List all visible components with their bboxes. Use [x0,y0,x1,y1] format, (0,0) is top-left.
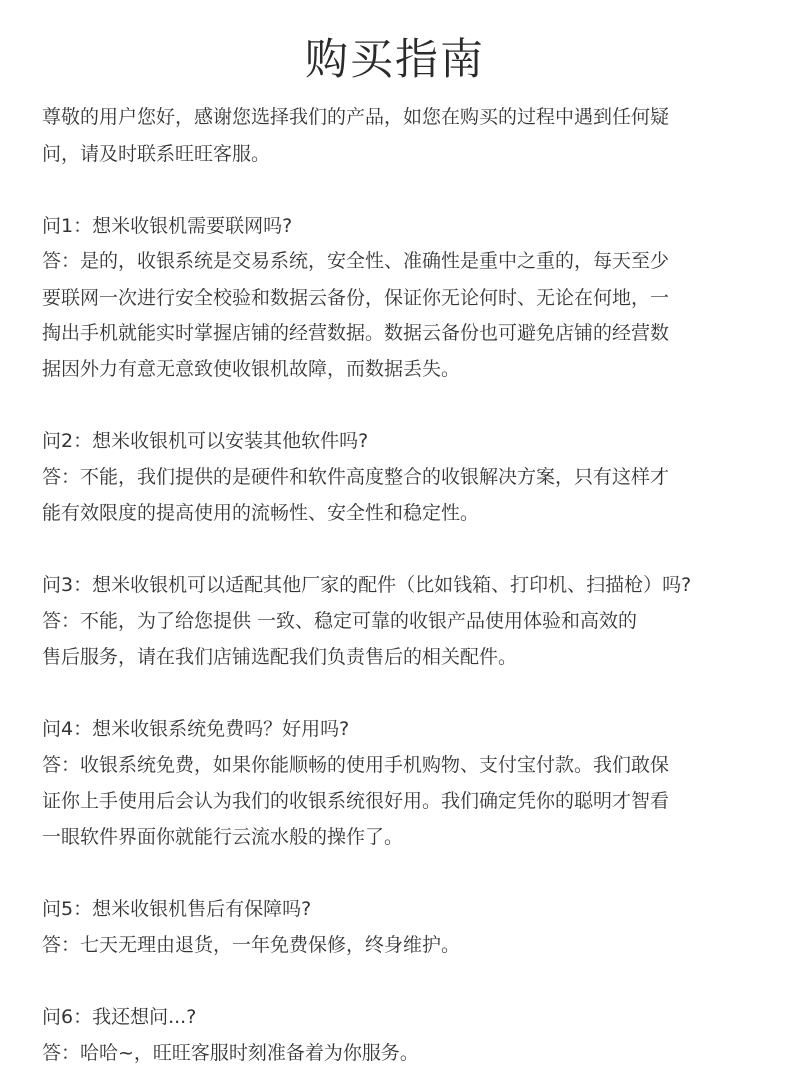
faq-question-1: 问1：想米收银机需要联网吗? [42,215,293,237]
faq-question-2: 问2：想米收银机可以安装其他软件吗? [42,430,369,452]
intro-line: 问，请及时联系旺旺客服。 [42,143,271,165]
faq-answer-5-line: 答：七天无理由退货，一年免费保修，终身维护。 [42,934,461,956]
faq-answer-1-line: 答：是的，收银系统是交易系统，安全性、准确性是重中之重的，每天至少 [42,250,670,272]
faq-answer-1-line: 掏出手机就能实时掌握店铺的经营数据。数据云备份也可避免店铺的经营数 [42,322,670,344]
faq-answer-3-line: 售后服务，请在我们店铺选配我们负责售后的相关配件。 [42,646,518,668]
faq-answer-2-line: 能有效限度的提高使用的流畅性、安全性和稳定性。 [42,502,480,524]
faq-question-3: 问3：想米收银机可以适配其他厂家的配件（比如钱箱、打印机、扫描枪）吗? [42,574,692,596]
faq-answer-4-line: 一眼软件界面你就能行云流水般的操作了。 [42,826,404,848]
faq-question-4: 问4：想米收银系统免费吗？好用吗? [42,718,350,740]
faq-answer-3-line: 答：不能，为了给您提供 一致、稳定可靠的收银产品使用体验和高效的 [42,610,638,632]
faq-answer-4-line: 证你上手使用后会认为我们的收银系统很好用。我们确定凭你的聪明才智看 [42,790,670,812]
faq-question-5: 问5：想米收银机售后有保障吗? [42,898,312,920]
faq-answer-2-line: 答：不能，我们提供的是硬件和软件高度整合的收银解决方案，只有这样才 [42,466,670,488]
faq-answer-1-line: 据因外力有意无意致使收银机故障，而数据丢失。 [42,358,461,380]
intro-line: 尊敬的用户您好，感谢您选择我们的产品，如您在购买的过程中遇到任何疑 [42,106,670,128]
faq-question-6: 问6：我还想问...? [42,1006,197,1028]
faq-answer-1-line: 要联网一次进行安全校验和数据云备份，保证你无论何时、无论在何地，一 [42,287,670,309]
faq-answer-4-line: 答：收银系统免费，如果你能顺畅的使用手机购物、支付宝付款。我们敢保 [42,754,670,776]
faq-answer-6-line: 答：哈哈~，旺旺客服时刻准备着为你服务。 [42,1042,419,1064]
page-title: 购买指南 [305,35,485,85]
